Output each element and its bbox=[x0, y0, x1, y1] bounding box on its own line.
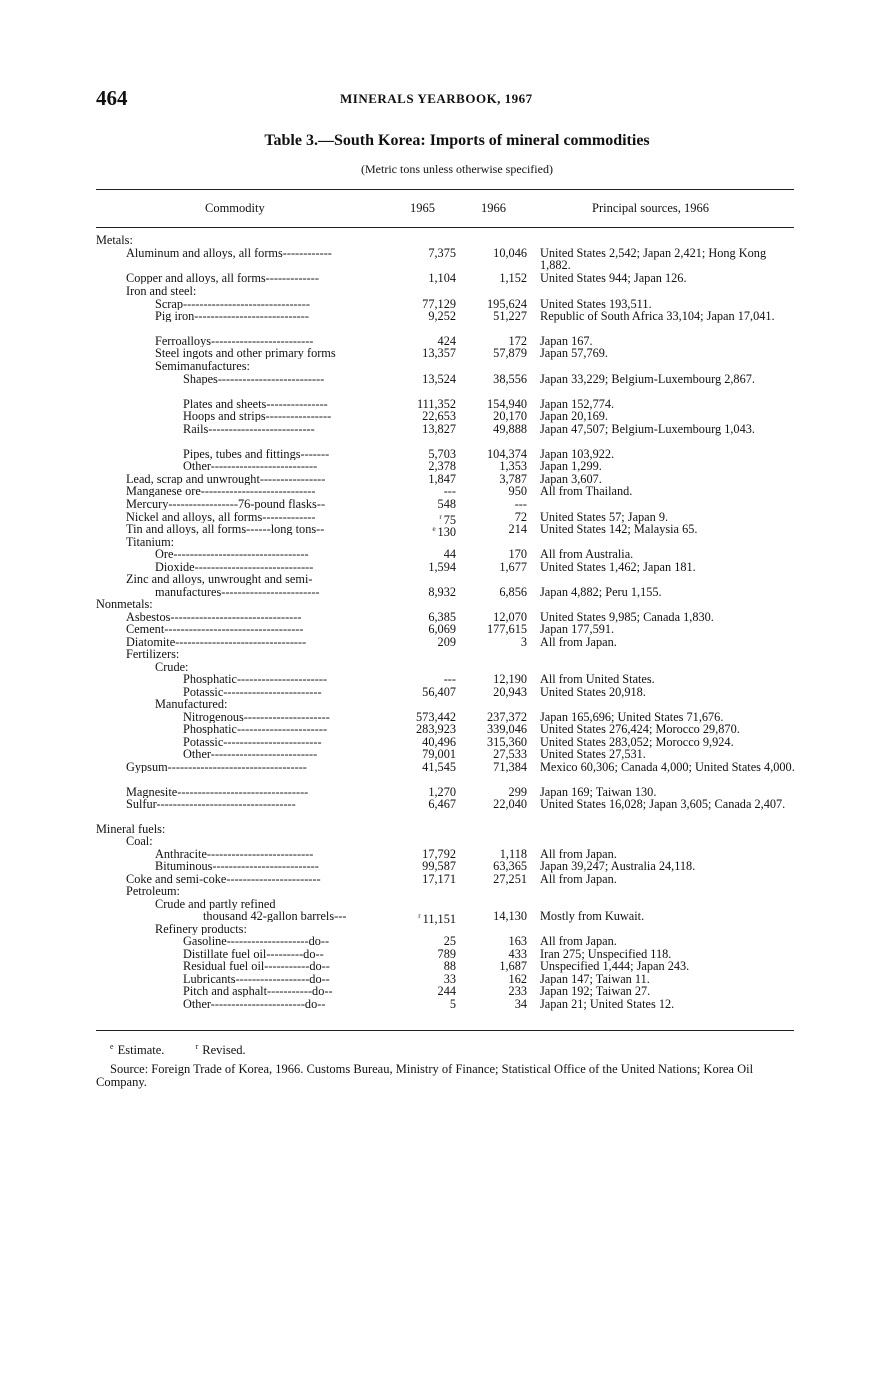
value-1965-cell: 25 bbox=[443, 934, 456, 948]
value-1966-cell: 27,533 bbox=[493, 747, 527, 761]
commodity-cell: Crude and partly refined bbox=[155, 898, 276, 911]
principal-sources-cell: All from Japan. bbox=[540, 847, 617, 861]
principal-sources-cell: Japan 39,247; Australia 24,118. bbox=[540, 859, 696, 873]
value-1965-cell: 548 bbox=[437, 497, 456, 511]
value-1966-cell: 104,374 bbox=[487, 447, 527, 461]
value-1965-cell: 1,104 bbox=[428, 271, 456, 285]
column-header-commodity: Commodity bbox=[205, 201, 265, 215]
value-1965-cell: $^r$ 11,151 bbox=[418, 912, 456, 927]
value-1965-cell: 6,467 bbox=[428, 797, 456, 811]
principal-sources-cell: United States 2,542; Japan 2,421; Hong Kong 1,882. bbox=[540, 246, 767, 273]
commodity-cell: Zinc and alloys, unwrought and semi- bbox=[126, 573, 313, 586]
principal-sources-cell: Japan 152,774. bbox=[540, 397, 615, 411]
value-1966-cell: 12,190 bbox=[493, 672, 527, 686]
principal-sources-cell: All from Australia. bbox=[540, 547, 634, 561]
value-1966-cell: 214 bbox=[508, 522, 527, 536]
value-1966-cell: 195,624 bbox=[487, 297, 527, 311]
value-1966-cell: 315,360 bbox=[487, 735, 527, 749]
value-1966-cell: 20,170 bbox=[493, 409, 527, 423]
principal-sources-cell: United States 944; Japan 126. bbox=[540, 271, 687, 285]
commodity-cell: Mineral fuels: bbox=[96, 823, 166, 836]
commodity-cell: Anthracite-------------------------- bbox=[155, 848, 314, 861]
principal-sources-cell: United States 1,462; Japan 181. bbox=[540, 560, 696, 574]
column-header-1966: 1966 bbox=[481, 201, 506, 215]
table-row bbox=[0, 246, 878, 273]
table-row bbox=[0, 522, 878, 540]
commodity-cell: Rails-------------------------- bbox=[183, 423, 315, 436]
principal-sources-cell: All from Japan. bbox=[540, 635, 617, 649]
commodity-cell: Sulfur---------------------------------- bbox=[126, 798, 296, 811]
value-1965-cell: 17,171 bbox=[422, 872, 456, 886]
value-1965-cell: $^r$ 75 bbox=[439, 513, 456, 528]
value-1965-cell: 111,352 bbox=[416, 397, 456, 411]
footnotes bbox=[110, 1042, 246, 1058]
commodity-cell: Manufactured: bbox=[155, 698, 228, 711]
value-1966-cell: 154,940 bbox=[487, 397, 527, 411]
commodity-cell: Pipes, tubes and fittings------- bbox=[183, 448, 330, 461]
commodity-cell: Tin and alloys, all forms------long tons-- bbox=[126, 523, 325, 536]
value-1966-cell: 3,787 bbox=[499, 472, 527, 486]
principal-sources-cell: Japan 103,922. bbox=[540, 447, 615, 461]
column-header-sources: Principal sources, 1966 bbox=[592, 201, 709, 215]
value-1965-cell: 40,496 bbox=[422, 735, 456, 749]
estimate-symbol: e bbox=[110, 1042, 114, 1051]
value-1966-cell: 172 bbox=[508, 334, 527, 348]
value-1965-cell: 17,792 bbox=[422, 847, 456, 861]
commodity-cell: Diatomite-------------------------------- bbox=[126, 636, 307, 649]
commodity-cell: Ore--------------------------------- bbox=[155, 548, 309, 561]
commodity-cell: Ferroalloys------------------------- bbox=[155, 335, 314, 348]
table-row bbox=[0, 648, 878, 662]
commodity-cell: Distillate fuel oil---------do-- bbox=[183, 948, 324, 961]
value-1966-cell: 433 bbox=[508, 947, 527, 961]
commodity-cell: Coke and semi-coke----------------------- bbox=[126, 873, 321, 886]
page-number: 464 bbox=[96, 86, 128, 110]
value-1965-cell: 2,378 bbox=[428, 459, 456, 473]
commodity-cell: Refinery products: bbox=[155, 923, 247, 936]
table-bottom-rule bbox=[96, 1030, 794, 1031]
value-1966-cell: 63,365 bbox=[493, 859, 527, 873]
principal-sources-cell: Japan 20,169. bbox=[540, 409, 608, 423]
commodity-cell: Metals: bbox=[96, 234, 133, 247]
table-subtitle: (Metric tons unless otherwise specified) bbox=[361, 162, 553, 176]
value-1966-cell: 1,118 bbox=[499, 847, 527, 861]
commodity-cell: Iron and steel: bbox=[126, 285, 197, 298]
principal-sources-cell: Japan 21; United States 12. bbox=[540, 997, 675, 1011]
footnote-marker: e bbox=[432, 525, 436, 533]
value-1966-cell: 72 bbox=[514, 510, 527, 524]
principal-sources-cell: All from Thailand. bbox=[540, 484, 633, 498]
value-1965-cell: 13,357 bbox=[422, 346, 456, 360]
value-1966-cell: 22,040 bbox=[493, 797, 527, 811]
value-1966-cell: 6,856 bbox=[499, 585, 527, 599]
value-1966-cell: 339,046 bbox=[487, 722, 527, 736]
source-note: Source: Foreign Trade of Korea, 1966. Customs Bureau, Ministry of Finance; Statistical Office of the United Nations; Korea Oil Company. bbox=[96, 1062, 754, 1089]
value-1966-cell: 51,227 bbox=[493, 309, 527, 323]
commodity-cell: Asbestos-------------------------------- bbox=[126, 611, 302, 624]
principal-sources-cell: United States 142; Malaysia 65. bbox=[540, 522, 698, 536]
table-row bbox=[0, 798, 878, 812]
commodity-cell: Crude: bbox=[155, 661, 189, 674]
value-1965-cell: 283,923 bbox=[416, 722, 456, 736]
value-1965-cell: --- bbox=[443, 484, 456, 498]
principal-sources-cell: Japan 33,229; Belgium-Luxembourg 2,867. bbox=[540, 372, 755, 386]
commodity-cell: Gypsum---------------------------------- bbox=[126, 761, 307, 774]
principal-sources-cell: All from Japan. bbox=[540, 934, 617, 948]
principal-sources-cell: United States 276,424; Morocco 29,870. bbox=[540, 722, 740, 736]
principal-sources-cell: Japan 47,507; Belgium-Luxembourg 1,043. bbox=[540, 422, 755, 436]
value-1966-cell: 170 bbox=[508, 547, 527, 561]
value-1965-cell: 41,545 bbox=[422, 760, 456, 774]
principal-sources-cell: Mostly from Kuwait. bbox=[540, 909, 645, 923]
commodity-cell: Scrap------------------------------- bbox=[155, 298, 310, 311]
commodity-cell: Plates and sheets--------------- bbox=[183, 398, 328, 411]
commodity-cell: Steel ingots and other primary forms bbox=[155, 347, 336, 360]
value-1966-cell: 71,384 bbox=[493, 760, 527, 774]
value-1966-cell: 14,130 bbox=[493, 909, 527, 923]
value-1965-cell: $^e$ 130 bbox=[432, 525, 456, 540]
commodity-cell: Shapes-------------------------- bbox=[183, 373, 325, 386]
value-1965-cell: 88 bbox=[443, 959, 456, 973]
commodity-cell: Bituminous-------------------------- bbox=[155, 860, 319, 873]
value-1966-cell: 27,251 bbox=[493, 872, 527, 886]
value-1965-cell: 573,442 bbox=[416, 710, 456, 724]
commodity-cell: thousand 42-gallon barrels--- bbox=[203, 910, 347, 923]
principal-sources-cell: All from Japan. bbox=[540, 872, 617, 886]
value-1965-cell: 244 bbox=[437, 984, 456, 998]
value-1965-cell: 13,827 bbox=[422, 422, 456, 436]
value-1965-cell: 5,703 bbox=[428, 447, 456, 461]
value-1965-cell: 99,587 bbox=[422, 859, 456, 873]
value-1965-cell: 1,594 bbox=[428, 560, 456, 574]
table-row bbox=[0, 272, 878, 286]
commodity-cell: manufactures------------------------ bbox=[155, 586, 320, 599]
value-1965-cell: 22,653 bbox=[422, 409, 456, 423]
value-1965-cell: 424 bbox=[437, 334, 456, 348]
principal-sources-cell: United States 16,028; Japan 3,605; Canada 2,407. bbox=[540, 797, 786, 811]
principal-sources-cell: United States 20,918. bbox=[540, 685, 646, 699]
commodity-cell: Semimanufactures: bbox=[155, 360, 250, 373]
table-row bbox=[0, 960, 878, 974]
value-1965-cell: 13,524 bbox=[422, 372, 456, 386]
table-title: Table 3.—South Korea: Imports of mineral commodities bbox=[264, 132, 650, 149]
commodity-cell: Coal: bbox=[126, 835, 153, 848]
value-1966-cell: 49,888 bbox=[493, 422, 527, 436]
value-1965-cell: 8,932 bbox=[428, 585, 456, 599]
commodity-cell: Potassic------------------------ bbox=[183, 736, 322, 749]
value-1966-cell: 3 bbox=[520, 635, 527, 649]
commodity-cell: Cement---------------------------------- bbox=[126, 623, 304, 636]
commodity-cell: Nickel and alloys, all forms------------- bbox=[126, 511, 316, 524]
principal-sources-cell: Japan 192; Taiwan 27. bbox=[540, 984, 651, 998]
value-1965-cell: 1,270 bbox=[428, 785, 456, 799]
value-1966-cell: 1,353 bbox=[499, 459, 527, 473]
commodity-cell: Gasoline--------------------do-- bbox=[183, 935, 330, 948]
principal-sources-cell: Republic of South Africa 33,104; Japan 17,041. bbox=[540, 309, 775, 323]
commodity-cell: Potassic------------------------ bbox=[183, 686, 322, 699]
value-1966-cell: 1,677 bbox=[499, 560, 527, 574]
commodity-cell: Fertilizers: bbox=[126, 648, 180, 661]
table-row bbox=[0, 498, 878, 512]
table-row bbox=[0, 347, 878, 361]
value-1966-cell: 299 bbox=[508, 785, 527, 799]
principal-sources-cell: Japan 169; Taiwan 130. bbox=[540, 785, 657, 799]
value-1966-cell: 163 bbox=[508, 934, 527, 948]
principal-sources-cell: Japan 3,607. bbox=[540, 472, 602, 486]
value-1966-cell: 1,687 bbox=[499, 959, 527, 973]
value-1965-cell: 33 bbox=[443, 972, 456, 986]
principal-sources-cell: Japan 167. bbox=[540, 334, 593, 348]
value-1965-cell: 6,069 bbox=[428, 622, 456, 636]
value-1966-cell: 38,556 bbox=[493, 372, 527, 386]
table-row bbox=[0, 909, 878, 927]
estimate-label: Estimate. bbox=[117, 1043, 165, 1058]
value-1965-cell: 44 bbox=[443, 547, 456, 561]
commodity-cell: Dioxide----------------------------- bbox=[155, 561, 314, 574]
commodity-cell: Copper and alloys, all forms------------- bbox=[126, 272, 319, 285]
table-row bbox=[0, 885, 878, 899]
table-row bbox=[0, 985, 878, 999]
commodity-cell: Pig iron---------------------------- bbox=[155, 310, 309, 323]
footnote-marker: r bbox=[439, 513, 442, 521]
value-1966-cell: 34 bbox=[514, 997, 527, 1011]
value-1966-cell: 10,046 bbox=[493, 246, 527, 260]
commodity-cell: Nonmetals: bbox=[96, 598, 153, 611]
column-header-1965: 1965 bbox=[410, 201, 435, 215]
principal-sources-cell: Japan 147; Taiwan 11. bbox=[540, 972, 650, 986]
commodity-cell: Aluminum and alloys, all forms------------ bbox=[126, 247, 332, 260]
value-1965-cell: 56,407 bbox=[422, 685, 456, 699]
value-1966-cell: 162 bbox=[508, 972, 527, 986]
value-1966-cell: 233 bbox=[508, 984, 527, 998]
value-1965-cell: 79,001 bbox=[422, 747, 456, 761]
value-1966-cell: 237,372 bbox=[487, 710, 527, 724]
commodity-cell: Petroleum: bbox=[126, 885, 180, 898]
commodity-cell: Other-------------------------- bbox=[183, 460, 318, 473]
value-1965-cell: 1,847 bbox=[428, 472, 456, 486]
value-1965-cell: 9,252 bbox=[428, 309, 456, 323]
value-1966-cell: --- bbox=[514, 497, 527, 511]
value-1966-cell: 950 bbox=[508, 484, 527, 498]
value-1966-cell: 20,943 bbox=[493, 685, 527, 699]
revised-label: Revised. bbox=[202, 1043, 246, 1058]
value-1966-cell: 57,879 bbox=[493, 346, 527, 360]
principal-sources-cell: United States 193,511. bbox=[540, 297, 652, 311]
table-row bbox=[0, 998, 878, 1012]
principal-sources-cell: United States 283,052; Morocco 9,924. bbox=[540, 735, 734, 749]
principal-sources-cell: United States 9,985; Canada 1,830. bbox=[540, 610, 714, 624]
value-1965-cell: 77,129 bbox=[422, 297, 456, 311]
commodity-cell: Nitrogenous--------------------- bbox=[183, 711, 330, 724]
table-row bbox=[0, 373, 878, 387]
table-row bbox=[0, 423, 878, 437]
value-1965-cell: 5 bbox=[449, 997, 456, 1011]
running-head: MINERALS YEARBOOK, 1967 bbox=[340, 91, 533, 106]
commodity-cell: Pitch and asphalt-----------do-- bbox=[183, 985, 333, 998]
commodity-cell: Magnesite-------------------------------- bbox=[126, 786, 309, 799]
principal-sources-cell: Japan 177,591. bbox=[540, 622, 615, 636]
principal-sources-cell: Mexico 60,306; Canada 4,000; United States 4,000. bbox=[540, 760, 795, 774]
commodity-cell: Phosphatic---------------------- bbox=[183, 673, 328, 686]
table-row bbox=[0, 310, 878, 324]
table-row bbox=[0, 761, 878, 775]
principal-sources-cell: Unspecified 1,444; Japan 243. bbox=[540, 959, 690, 973]
commodity-cell: Residual fuel oil-----------do-- bbox=[183, 960, 330, 973]
commodity-cell: Phosphatic---------------------- bbox=[183, 723, 328, 736]
value-1965-cell: 7,375 bbox=[428, 246, 456, 260]
value-1966-cell: 1,152 bbox=[499, 271, 527, 285]
commodity-cell: Titanium: bbox=[126, 536, 175, 549]
commodity-cell: Mercury-----------------76-pound flasks-- bbox=[126, 498, 326, 511]
value-1966-cell: 12,070 bbox=[493, 610, 527, 624]
revised-symbol: r bbox=[195, 1042, 199, 1051]
principal-sources-cell: Iran 275; Unspecified 118. bbox=[540, 947, 672, 961]
commodity-cell: Hoops and strips---------------- bbox=[183, 410, 332, 423]
value-1965-cell: --- bbox=[443, 672, 456, 686]
principal-sources-cell: Japan 57,769. bbox=[540, 346, 608, 360]
commodity-cell: Manganese ore---------------------------- bbox=[126, 485, 316, 498]
principal-sources-cell: Japan 1,299. bbox=[540, 459, 602, 473]
commodity-cell: Lubricants------------------do-- bbox=[183, 973, 330, 986]
principal-sources-cell: All from United States. bbox=[540, 672, 655, 686]
value-1965-cell: 209 bbox=[437, 635, 456, 649]
value-1965-cell: 789 bbox=[437, 947, 456, 961]
commodity-cell: Other-----------------------do-- bbox=[183, 998, 326, 1011]
footnote-marker: r bbox=[418, 912, 421, 920]
principal-sources-cell: United States 57; Japan 9. bbox=[540, 510, 669, 524]
value-1966-cell: 177,615 bbox=[487, 622, 527, 636]
value-1965-cell: 6,385 bbox=[428, 610, 456, 624]
principal-sources-cell: Japan 165,696; United States 71,676. bbox=[540, 710, 724, 724]
commodity-cell: Other-------------------------- bbox=[183, 748, 318, 761]
principal-sources-cell: United States 27,531. bbox=[540, 747, 646, 761]
principal-sources-cell: Japan 4,882; Peru 1,155. bbox=[540, 585, 662, 599]
commodity-cell: Lead, scrap and unwrought---------------- bbox=[126, 473, 326, 486]
